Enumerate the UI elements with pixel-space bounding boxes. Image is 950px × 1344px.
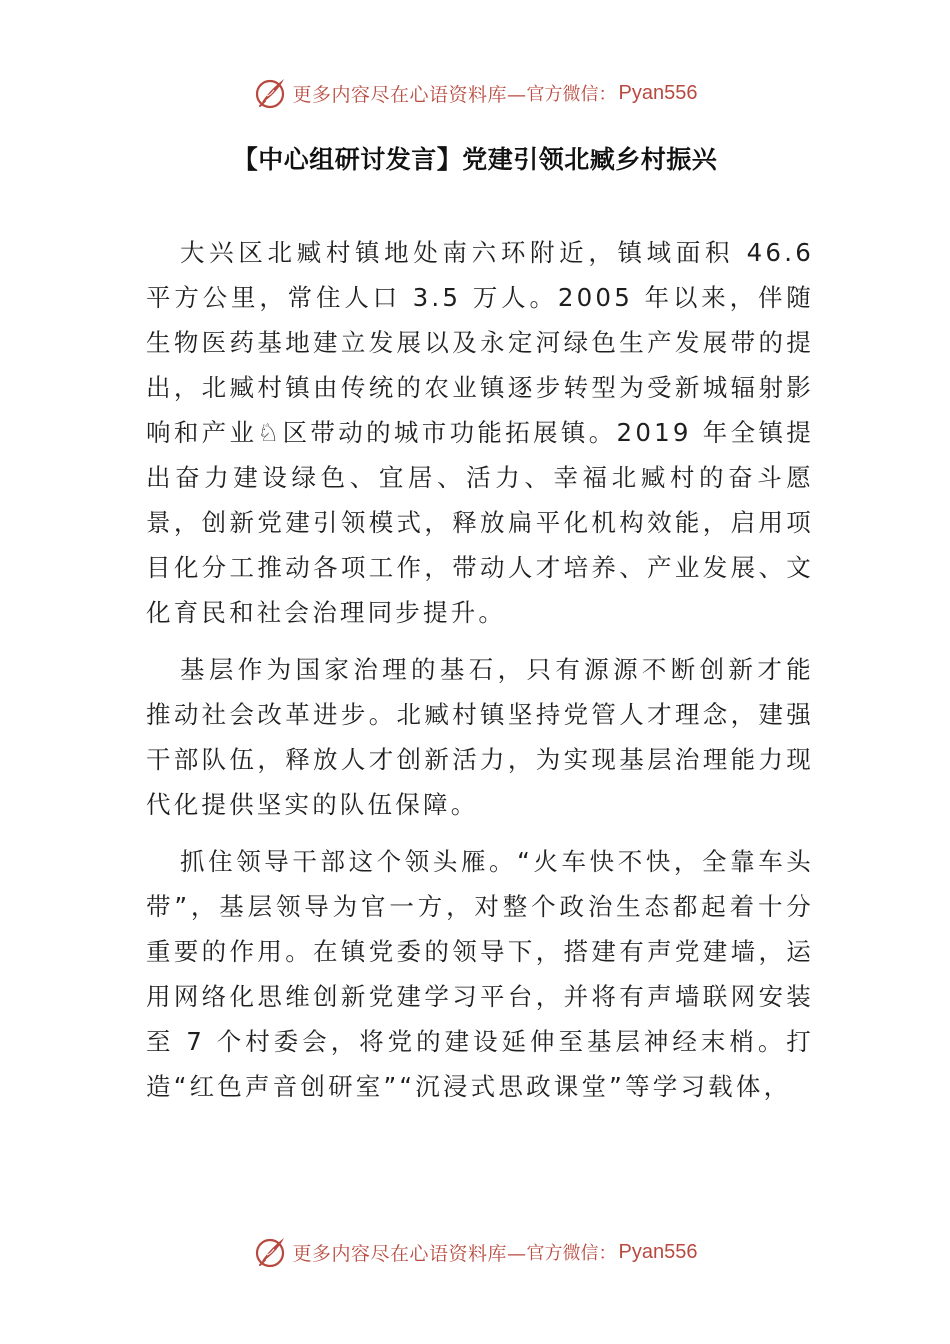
banner-wechat-id: Pyan556 bbox=[618, 1240, 698, 1263]
quill-logo-icon bbox=[253, 1234, 289, 1270]
banner-wechat-id: Pyan556 bbox=[618, 81, 698, 104]
banner-wechat-label: 官方微信： bbox=[526, 1243, 617, 1264]
paragraph: 基层作为国家治理的基石，只有源源不断创新才能推动社会改革进步。北臧村镇坚持党管人才理念，建强干部队伍，释放人才创新活力，为实现基层治理能力现代化提供坚实的队伍保障。 bbox=[146, 655, 814, 819]
banner-text: 更多内容尽在心语资料库— bbox=[292, 1242, 527, 1265]
paragraph: 抓住领导干部这个领头雁。“火车快不快，全靠车头带”，基层领导为官一方，对整个政治生态都起着十分重要的作用。在镇党委的领导下，搭建有声党建墙，运用网络化思维创新党建学习平台，并将有声墙联网安装至 7 个村委会，将党的建设延伸至基层神经末梢。打造“红色声音创研室”“沉浸式思政课堂”等学习载体， bbox=[146, 847, 814, 1101]
paragraph: 大兴区北臧村镇地处南六环附近，镇域面积 46.6 平方公里，常住人口 3.5 万人。2005 年以来，伴随生物医药基地建立发展以及永定河绿色生产发展带的提出，北臧村镇由传统的农业镇逐步转型为受新城辐射影响和产业♘区带动的城市功能拓展镇。2019 年全镇提出奋力建设绿色、宜居、活力、幸福北臧村的奋斗愿景，创新党建引领模式，释放扁平化机构效能，启用项目化分工推动各项工作，带动人才培养、产业发展、文化育民和社会治理同步提升。 bbox=[146, 238, 814, 627]
banner-wechat-label: 官方微信： bbox=[526, 84, 617, 105]
banner-text: 更多内容尽在心语资料库— bbox=[292, 83, 527, 106]
quill-logo-icon bbox=[253, 75, 289, 111]
document-title: 【中心组研讨发言】党建引领北臧乡村振兴 bbox=[232, 145, 718, 174]
footer-watermark bbox=[0, 1232, 950, 1272]
header-watermark bbox=[0, 73, 950, 113]
document-body bbox=[146, 230, 814, 1121]
